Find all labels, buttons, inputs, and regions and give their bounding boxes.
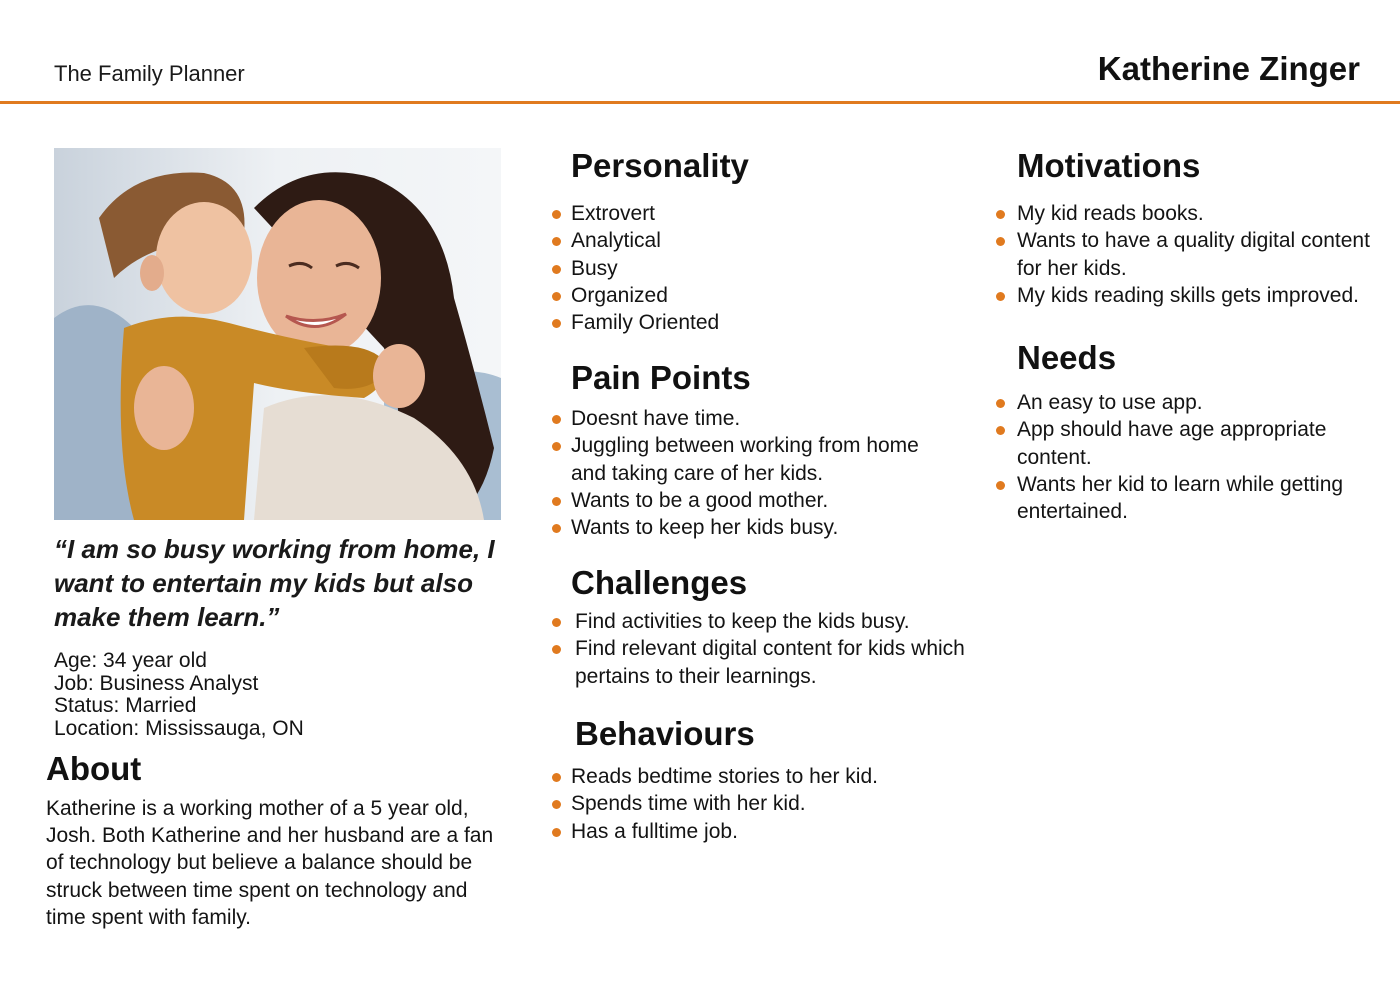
bullet-icon xyxy=(552,210,561,219)
challenges-heading: Challenges xyxy=(571,564,748,601)
list-item: Wants her kid to learn while getting entertained. xyxy=(996,471,1386,526)
bullet-icon xyxy=(552,292,561,301)
bullet-icon xyxy=(996,292,1005,301)
bullet-icon xyxy=(996,481,1005,490)
bullet-icon xyxy=(552,497,561,506)
bullet-icon xyxy=(996,237,1005,246)
list-item: Juggling between working from home and taking care of her kids. xyxy=(552,432,932,487)
about-heading: About xyxy=(46,750,142,787)
list-item: My kid reads books. xyxy=(996,200,1396,227)
list-item: Busy xyxy=(552,255,972,282)
bullet-icon xyxy=(552,828,561,837)
challenges-list xyxy=(552,608,972,690)
pain-points-heading: Pain Points xyxy=(571,359,751,396)
list-item: My kids reading skills gets improved. xyxy=(996,282,1396,309)
bullet-icon xyxy=(552,415,561,424)
about-text: Katherine is a working mother of a 5 year old, Josh. Both Katherine and her husband are a fan of technology but believe a balance should be struck between time spent on technology and time spent with family. xyxy=(46,797,494,929)
fact-age: Age: 34 year old xyxy=(54,649,207,672)
persona-quote: “I am so busy working from home, I want to entertain my kids but also make them learn.” xyxy=(54,534,495,632)
list-item: An easy to use app. xyxy=(996,389,1386,416)
bullet-icon xyxy=(996,399,1005,408)
bullet-icon xyxy=(552,773,561,782)
list-item: Analytical xyxy=(552,227,972,254)
fact-status: Status: Married xyxy=(54,694,197,717)
list-item: Wants to be a good mother. xyxy=(552,487,932,514)
list-item: Spends time with her kid. xyxy=(552,790,972,817)
fact-location: Location: Mississauga, ON xyxy=(54,716,304,740)
list-item: Family Oriented xyxy=(552,309,972,336)
needs-heading: Needs xyxy=(1017,339,1117,376)
bullet-icon xyxy=(552,645,561,654)
behaviours-list xyxy=(552,763,972,845)
bullet-icon xyxy=(552,618,561,627)
fact-job: Job: Business Analyst xyxy=(54,671,259,695)
list-item: Reads bedtime stories to her kid. xyxy=(552,763,972,790)
bullet-icon xyxy=(552,442,561,451)
bullet-icon xyxy=(552,237,561,246)
personality-heading: Personality xyxy=(571,147,749,184)
list-item: App should have age appropriate content. xyxy=(996,416,1386,471)
bullet-icon xyxy=(552,265,561,274)
bullet-icon xyxy=(996,210,1005,219)
bullet-icon xyxy=(552,524,561,533)
photo-mother-and-son-hugging xyxy=(54,148,501,520)
app-title: The Family Planner xyxy=(54,61,245,86)
header-divider xyxy=(0,101,1400,104)
list-item: Extrovert xyxy=(552,200,972,227)
list-item: Doesnt have time. xyxy=(552,405,932,432)
list-item: Wants to have a quality digital content for her kids. xyxy=(996,227,1396,282)
list-item: Has a fulltime job. xyxy=(552,818,972,845)
list-item: Organized xyxy=(552,282,972,309)
bullet-icon xyxy=(552,319,561,328)
persona-name: Katherine Zinger xyxy=(1097,50,1360,87)
list-item: Find activities to keep the kids busy. xyxy=(552,608,972,635)
list-item: Find relevant digital content for kids which pertains to their learnings. xyxy=(552,635,972,690)
motivations-heading: Motivations xyxy=(1017,147,1201,184)
needs-list xyxy=(996,389,1386,525)
bullet-icon xyxy=(552,800,561,809)
personality-list xyxy=(552,200,972,336)
persona-photo xyxy=(54,148,501,520)
list-item: Wants to keep her kids busy. xyxy=(552,514,932,541)
pain-points-list xyxy=(552,405,932,541)
persona-facts xyxy=(54,650,304,740)
bullet-icon xyxy=(996,426,1005,435)
behaviours-heading: Behaviours xyxy=(575,715,755,752)
motivations-list xyxy=(996,200,1396,309)
